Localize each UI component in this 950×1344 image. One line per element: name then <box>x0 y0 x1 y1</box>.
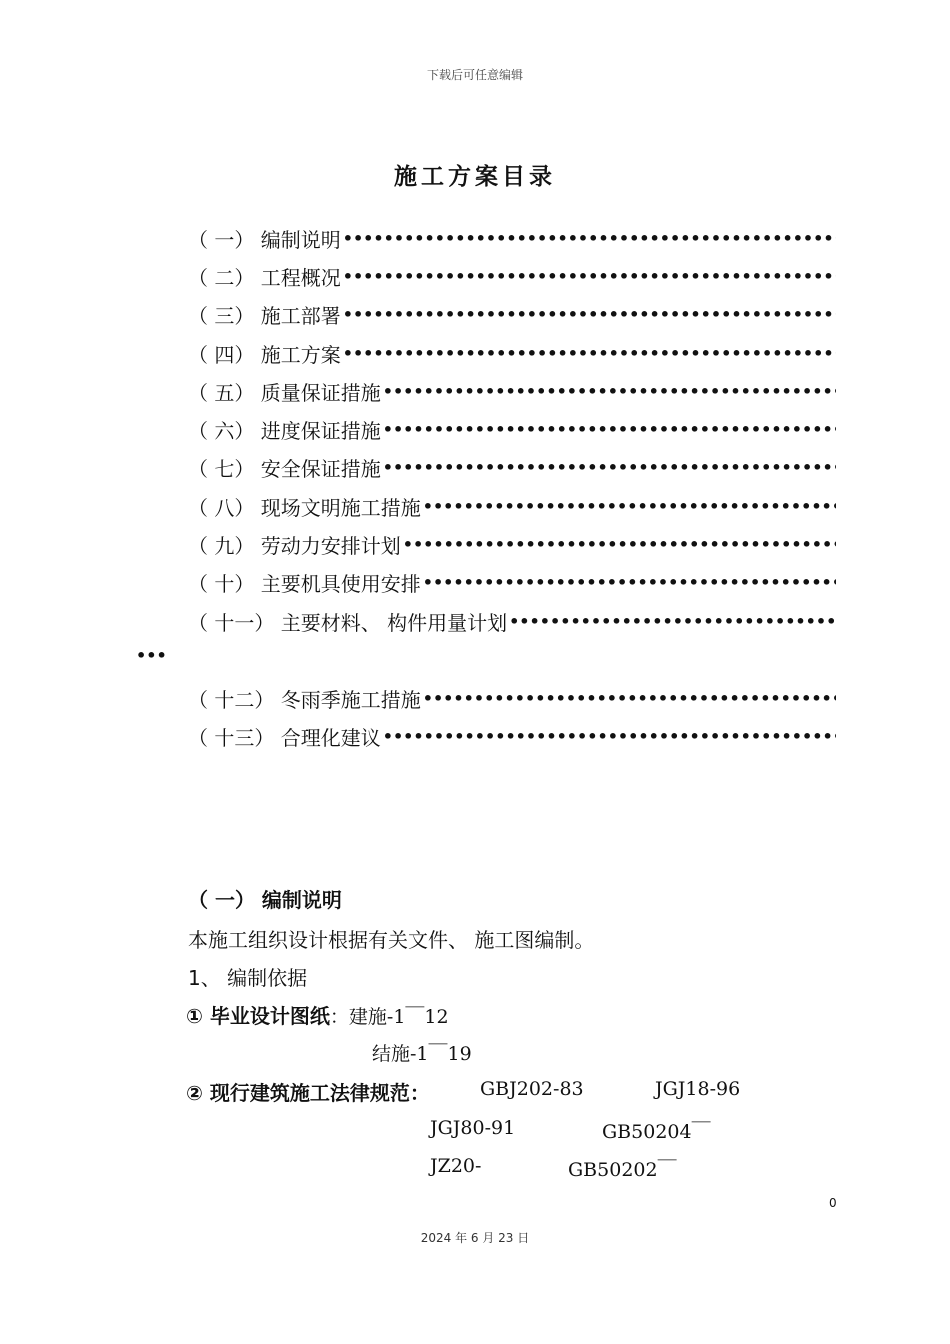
toc-entry-label: （ 六） 进度保证措施 <box>188 418 381 443</box>
toc-entry <box>188 224 836 252</box>
toc-entry-label: （ 十） 主要机具使用安排 <box>188 571 421 596</box>
toc-entry <box>188 568 836 596</box>
toc-leader-dots <box>383 420 836 439</box>
page-number: 0 <box>829 1196 837 1210</box>
toc-leader-dots <box>343 305 836 324</box>
basis-item-value: 结施-1￣19 <box>372 1043 472 1065</box>
basis-item-label: ① 毕业设计图纸 <box>186 1004 330 1028</box>
document-title: 施工方案目录 <box>394 164 556 190</box>
code-reference: JGJ18-96 <box>655 1078 741 1100</box>
section-intro: 本施工组织设计根据有关文件、 施工图编制。 <box>188 928 595 952</box>
toc-entry-label: （ 一） 编制说明 <box>188 227 341 252</box>
toc-entry-label: （ 十二） 冬雨季施工措施 <box>188 687 421 712</box>
toc-leader-dots <box>383 727 836 746</box>
toc-leader-dots <box>343 344 836 363</box>
basis-item-codes-label: ② 现行建筑施工法律规范： <box>186 1081 430 1105</box>
section-heading: （ 一） 编制说明 <box>188 888 342 912</box>
toc-leader-dots <box>423 497 836 516</box>
toc-leader-dots <box>343 229 836 248</box>
code-reference: GB50204￣ <box>602 1121 711 1143</box>
toc-entry <box>188 415 836 443</box>
toc-entry <box>188 684 836 712</box>
toc-leader-dots <box>383 458 836 477</box>
basis-item-drawings <box>186 1000 449 1029</box>
toc-entry <box>188 722 836 750</box>
toc-entry <box>188 530 836 558</box>
code-reference: JZ20- <box>430 1155 482 1177</box>
toc-leader-dots <box>423 689 836 708</box>
toc-entry <box>188 492 836 520</box>
toc-leader-dots <box>423 573 836 592</box>
toc-entry <box>188 607 836 635</box>
toc-entry-label: （ 十三） 合理化建议 <box>188 725 381 750</box>
toc-entry-label: （ 七） 安全保证措施 <box>188 456 381 481</box>
toc-entry-label: （ 四） 施工方案 <box>188 342 341 367</box>
toc-entry-label: （ 三） 施工部署 <box>188 303 341 328</box>
toc-entry <box>188 453 836 481</box>
toc-entry-label: （ 五） 质量保证措施 <box>188 380 381 405</box>
toc-entry-label: （ 八） 现场文明施工措施 <box>188 495 421 520</box>
toc-wrapped-dots: ••• <box>136 646 167 665</box>
toc-leader-dots <box>383 382 836 401</box>
code-reference: GBJ202-83 <box>480 1078 584 1100</box>
code-reference: JGJ80-91 <box>430 1117 516 1139</box>
subsection-heading: 1、 编制依据 <box>188 966 308 990</box>
basis-item-value: ：建施-1￣12 <box>329 1006 449 1028</box>
toc-entry-label: （ 九） 劳动力安排计划 <box>188 533 401 558</box>
code-reference: GB50202￣ <box>568 1159 677 1181</box>
toc-leader-dots <box>343 267 836 286</box>
toc-entry-label: （ 二） 工程概况 <box>188 265 341 290</box>
toc-entry <box>188 262 836 290</box>
toc-entry <box>188 339 836 367</box>
toc-leader-dots <box>509 612 836 631</box>
page-footer-date: 2024 年 6 月 23 日 <box>420 1231 530 1245</box>
page-header: 下载后可任意编辑 <box>426 68 523 82</box>
toc-entry <box>188 377 836 405</box>
toc-entry <box>188 300 836 328</box>
toc-leader-dots <box>403 535 836 554</box>
toc-entry-label: （ 十一） 主要材料、 构件用量计划 <box>188 610 508 635</box>
